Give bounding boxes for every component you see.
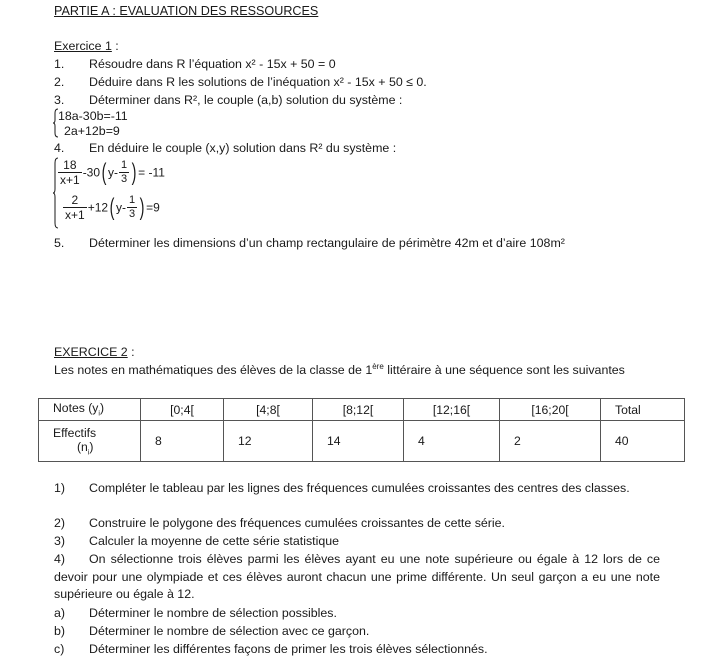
item-text: Résoudre dans R l’équation x² - 15x + 50 = 0 <box>89 57 336 71</box>
ex1-item-3 <box>54 93 402 107</box>
numerator: 2 <box>63 194 87 208</box>
part-title: PARTIE A : EVALUATION DES RESSOURCES <box>54 4 319 18</box>
item-text: Déterminer le nombre de sélection avec ce garçon. <box>89 624 370 638</box>
table-cell: 12 <box>224 421 313 462</box>
item-text: Construire le polygone des fréquences cumulées croissantes de cette série. <box>89 516 505 530</box>
fraction <box>63 194 87 221</box>
close-paren: ) <box>139 193 145 221</box>
denominator: 3 <box>129 208 136 220</box>
item-text: En déduire le couple (x,y) solution dans R² du système : <box>89 141 397 155</box>
item-text: On sélectionne trois élèves parmi les élèves ayant eu une note supérieure ou égale à 12 lors de ce devoir pour une olympiade et ces élèves auront chacun une prime différente. Un seul garçon a eu une note supérieure ou égale à 12. <box>54 552 660 601</box>
open-paren: ( <box>101 158 107 186</box>
ex2-question-4 <box>54 551 660 604</box>
row-label-effectifs <box>39 421 141 462</box>
table-cell: [12;16[ <box>404 399 500 421</box>
fraction <box>58 159 82 186</box>
exercise-2-colon: : <box>127 345 135 359</box>
item-number: 2. <box>54 75 65 89</box>
notes-table <box>38 398 685 462</box>
item-number: 4. <box>54 141 65 155</box>
item-text: Déduire dans R les solutions de l’inéquation x² - 15x + 50 ≤ 0. <box>89 75 427 89</box>
label: Notes (y <box>53 401 99 416</box>
label: Effectifs <box>53 425 97 440</box>
exercise-2-intro <box>54 362 660 380</box>
table-cell: 14 <box>313 421 404 462</box>
label-symbol <box>53 440 140 456</box>
table-cell: [0;4[ <box>141 399 224 421</box>
ex2-sub-b <box>54 624 369 638</box>
item-text: Déterminer dans R², le couple (a,b) solution du système : <box>89 93 403 107</box>
ex2-question-2 <box>54 516 505 530</box>
table-row-notes <box>39 399 685 421</box>
item-number: 2) <box>54 516 66 530</box>
ex2-question-1 <box>54 480 660 498</box>
denominator: x+1 <box>60 173 80 187</box>
coefficient: -30 <box>82 165 101 180</box>
fraction <box>127 195 137 220</box>
ex1-item-4 <box>54 141 396 155</box>
system-1-equation-2: 2a+12b=9 <box>64 124 120 138</box>
ex2-sub-a <box>54 606 337 620</box>
table-cell: [4;8[ <box>224 399 313 421</box>
table-cell: 4 <box>404 421 500 462</box>
subscript: i <box>98 410 100 418</box>
table-cell: [8;12[ <box>313 399 404 421</box>
subscript: i <box>87 449 90 457</box>
item-text: Calculer la moyenne de cette série statistique <box>89 534 340 548</box>
item-number: c) <box>54 642 65 656</box>
item-number: a) <box>54 606 66 620</box>
rhs: =9 <box>146 200 160 215</box>
row-label-notes <box>39 399 141 421</box>
table-row-effectifs <box>39 421 685 462</box>
coefficient: +12 <box>87 200 109 215</box>
intro-text: littéraire à une séquence sont les suivantes <box>383 363 625 377</box>
exercise-2-heading <box>54 345 135 359</box>
item-number: 4) <box>54 552 66 566</box>
system-1 <box>52 108 152 140</box>
exercise-2-title: EXERCICE 2 <box>54 345 128 359</box>
item-number: 1. <box>54 57 65 71</box>
table-cell-total-header: Total <box>601 399 685 421</box>
ex1-item-1 <box>54 57 336 71</box>
fraction <box>119 160 129 185</box>
exercise-1-heading <box>54 39 119 53</box>
close-paren: ) <box>99 401 105 416</box>
ex1-item-5 <box>54 236 565 250</box>
exercise-1-colon: : <box>111 39 119 53</box>
ex2-question-3 <box>54 534 339 548</box>
open-paren: ( <box>109 193 115 221</box>
denominator: 3 <box>121 173 128 185</box>
ex1-item-2 <box>54 75 427 89</box>
item-text: Compléter le tableau par les lignes des fréquences cumulées croissantes des centres des classes. <box>89 481 630 495</box>
intro-text: Les notes en mathématiques des élèves de la classe de 1 <box>54 363 373 377</box>
item-number: b) <box>54 624 66 638</box>
close-paren: ) <box>131 158 137 186</box>
variable: y- <box>116 200 127 215</box>
ex2-sub-c <box>54 642 488 656</box>
item-text: Déterminer les dimensions d’un champ rectangulaire de périmètre 42m et d’aire 108m² <box>89 236 565 250</box>
system-1-equation-1: 18a-30b=-11 <box>58 109 128 123</box>
system-2 <box>52 157 212 229</box>
table-cell: 8 <box>141 421 224 462</box>
numerator: 1 <box>129 194 136 206</box>
numerator: 18 <box>58 159 82 173</box>
exercise-1-title: Exercice 1 <box>54 39 112 53</box>
item-number: 1) <box>54 481 66 495</box>
item-number: 5. <box>54 236 65 250</box>
rhs: = -11 <box>138 165 165 180</box>
variable: y- <box>108 165 119 180</box>
item-number: 3) <box>54 534 66 548</box>
item-number: 3. <box>54 93 65 107</box>
denominator: x+1 <box>65 208 85 222</box>
table-cell: 40 <box>601 421 685 462</box>
close-paren: ) <box>89 439 94 454</box>
label: (n <box>77 439 88 454</box>
item-text: Déterminer les différentes façons de primer les trois élèves sélectionnés. <box>89 642 488 656</box>
system-2-equation-2 <box>57 194 160 221</box>
table-cell: [16;20[ <box>500 399 601 421</box>
system-2-equation-1 <box>57 159 165 186</box>
table-cell: 2 <box>500 421 601 462</box>
item-text: Déterminer le nombre de sélection possibles. <box>89 606 337 620</box>
superscript: ère <box>372 361 384 371</box>
numerator: 1 <box>121 159 128 171</box>
